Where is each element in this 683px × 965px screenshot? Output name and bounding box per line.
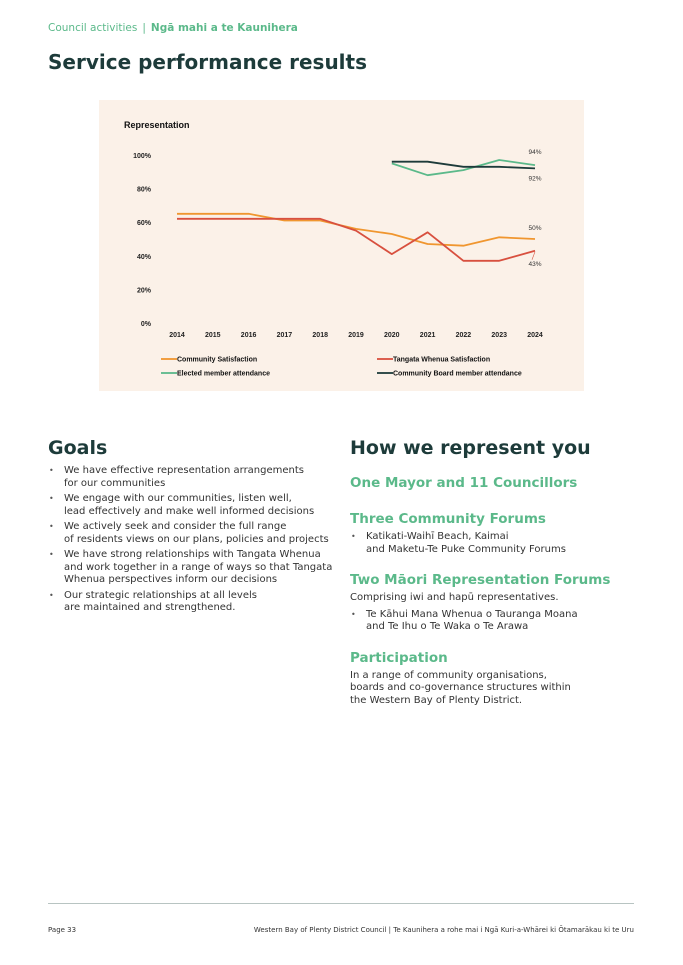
x-tick-label: 2022 xyxy=(455,332,472,339)
goal-item: • We actively seek and consider the full range of residents views on our plans, policies and projects xyxy=(48,521,338,546)
participation-block xyxy=(350,650,640,708)
forums-heading: Three Community Forums xyxy=(350,511,546,527)
y-tick-label: 80% xyxy=(136,186,151,194)
data-label: 94% xyxy=(528,149,542,157)
page-title: Service performance results xyxy=(48,50,368,74)
y-tick-label: 20% xyxy=(136,287,151,295)
legend-label: Tangata Whenua Satisfaction xyxy=(393,356,491,364)
maori-forums-list xyxy=(350,609,640,634)
goal-item: • Our strategic relationships at all levels are maintained and strengthened. xyxy=(48,590,338,615)
data-label: 50% xyxy=(528,225,542,232)
x-tick-label: 2018 xyxy=(312,332,328,339)
footer-publication: Western Bay of Plenty District Council | Te Kaunihera a rohe mai i Ngā Kuri-a-Whārei ki Ōtamarākau ki te Uru xyxy=(253,926,634,934)
x-tick-label: 2016 xyxy=(240,332,257,339)
x-tick-label: 2020 xyxy=(384,332,400,339)
y-tick-label: 40% xyxy=(136,253,151,261)
footer-rule xyxy=(48,903,634,904)
forums-item: • Katikati-Waihī Beach, Kaimai and Maketu-Te Puke Community Forums xyxy=(350,531,640,556)
x-tick-label: 2021 xyxy=(419,332,436,339)
legend-label: Community Board member attendance xyxy=(393,370,522,378)
data-label: 92% xyxy=(528,175,542,183)
x-tick-label: 2023 xyxy=(491,332,507,339)
footer-page-number: Page 33 xyxy=(48,926,77,934)
represent-heading: How we represent you xyxy=(350,437,591,459)
forums-block xyxy=(350,511,640,556)
goals-list xyxy=(48,465,338,615)
maori-forums-block xyxy=(350,572,640,634)
x-tick-label: 2014 xyxy=(169,332,185,339)
header-separator: | xyxy=(142,22,146,34)
x-tick-label: 2024 xyxy=(527,332,543,339)
y-tick-label: 100% xyxy=(133,153,151,160)
x-tick-label: 2017 xyxy=(276,332,293,339)
series-line-tangata-whenua-satisfaction xyxy=(177,219,535,261)
maori-forums-item: • Te Kāhui Mana Whenua o Tauranga Moana and Te Ihu o Te Waka o Te Arawa xyxy=(350,609,640,634)
forums-list xyxy=(350,531,640,556)
participation-heading: Participation xyxy=(350,649,448,666)
x-tick-label: 2015 xyxy=(205,332,221,339)
legend-label: Community Satisfaction xyxy=(177,356,258,364)
header-section: Council activities xyxy=(48,22,138,34)
goal-item: • We engage with our communities, listen well, lead effectively and make well informed decisions xyxy=(48,493,338,518)
x-tick-label: 2019 xyxy=(348,332,364,339)
participation-text: In a range of community organisations, boards and co-governance structures within the Western Bay of Plenty District. xyxy=(350,669,571,706)
maori-forums-heading: Two Māori Representation Forums xyxy=(350,572,611,588)
goal-item: • We have strong relationships with Tangata Whenua and work together in a range of ways so that Tangata Whenua perspectives inform our decisions xyxy=(48,549,338,587)
data-label-leader xyxy=(532,252,535,260)
goals-heading: Goals xyxy=(48,437,108,459)
running-header xyxy=(48,22,298,34)
data-label: 43% xyxy=(528,260,542,268)
mayor-heading: One Mayor and 11 Councillors xyxy=(350,475,578,491)
representation-chart xyxy=(99,100,584,391)
represent-section xyxy=(350,437,640,707)
y-tick-label: 0% xyxy=(140,321,151,328)
header-section-maori: Ngā mahi a te Kaunihera xyxy=(150,22,298,34)
mayor-block xyxy=(350,475,640,491)
representation-chart-panel xyxy=(99,100,584,391)
legend-label: Elected member attendance xyxy=(177,370,270,378)
maori-forums-text: Comprising iwi and hapū representatives. xyxy=(350,592,559,603)
y-tick-label: 60% xyxy=(136,220,151,228)
goal-item: • We have effective representation arrangements for our communities xyxy=(48,465,338,490)
chart-title: Representation xyxy=(124,120,190,130)
goals-section xyxy=(48,437,338,618)
